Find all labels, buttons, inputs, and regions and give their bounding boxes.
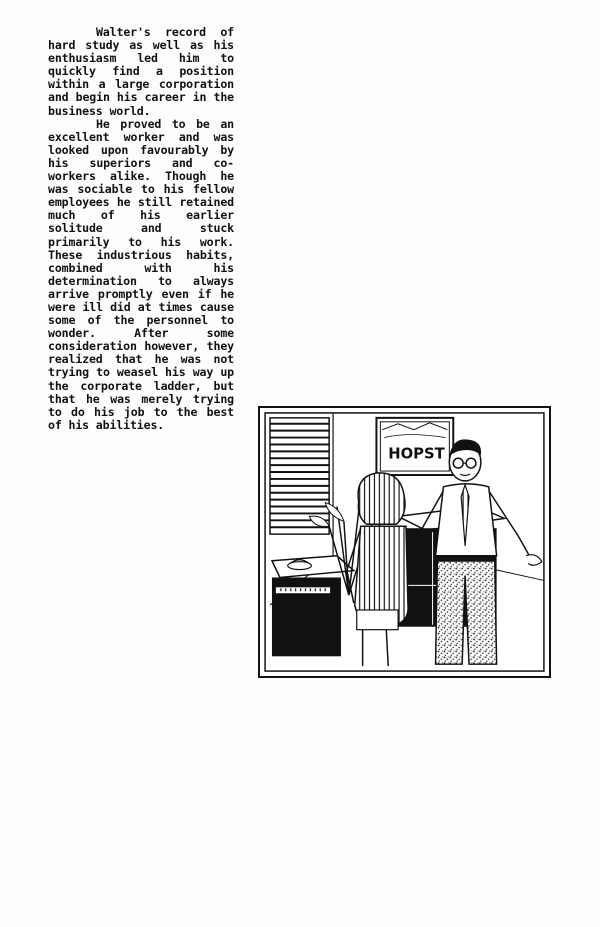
- glasses-icon: [453, 458, 463, 468]
- paragraph-2: He proved to be an excellent worker and was looked upon favourably by his superiors and co-workers alike. Though he was sociable to his fellow employees he still retained much of his earlier solitude and stuck primarily to his work. These industrious habits, combined with his determination to always arrive promptly even if he were ill did at times cause some of the personnel to wonder. After some consideration however, they realized that he was not trying to weasel his way up the corporate ladder, but that he was merely trying to do his job to the best of his abilities.: [48, 116, 234, 432]
- wall-poster: [376, 418, 453, 475]
- article-text: [48, 26, 234, 432]
- office-scene-drawing: [260, 408, 549, 676]
- window-blinds-icon: [270, 418, 329, 534]
- office-illustration: [258, 406, 551, 678]
- poster-text: HOPST: [388, 445, 445, 463]
- paragraph-1: Walter's record of hard study as well as his enthusiasm led him to quickly find a position within a large corporation and begin his career in the business world.: [48, 25, 234, 118]
- person-back-view: [347, 473, 418, 666]
